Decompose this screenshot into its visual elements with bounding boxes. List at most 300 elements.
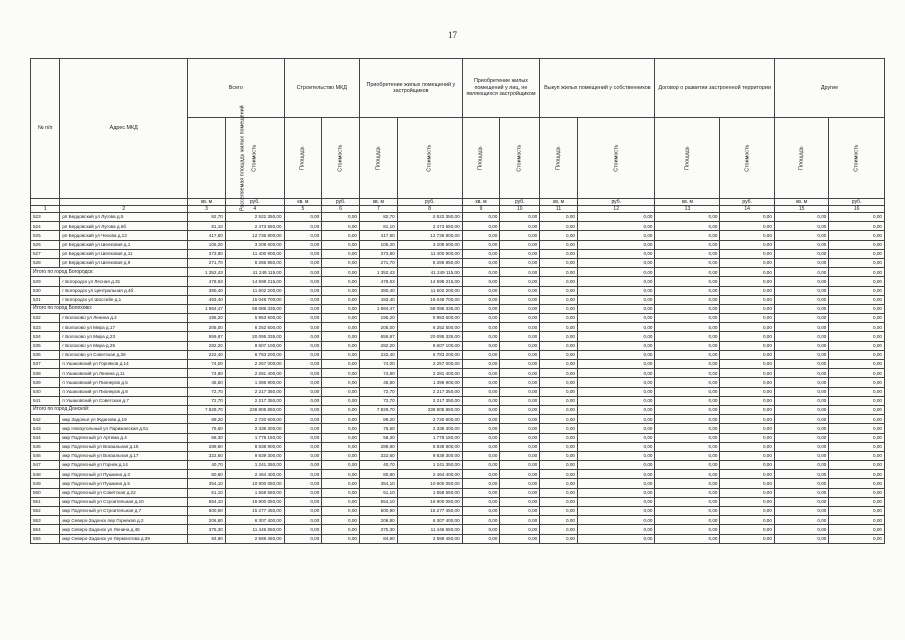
cell-zero-col-12: 0,00 xyxy=(577,378,655,387)
cell-zero-col-12: 0,00 xyxy=(577,360,655,369)
cell-developer-area: 289,80 xyxy=(360,442,398,451)
cell-zero-col-11: 0,00 xyxy=(540,470,578,479)
cell-zero-col-9: 0,00 xyxy=(462,295,500,304)
subheader-area xyxy=(360,118,398,199)
cell-zero-col-10: 0,00 xyxy=(500,451,540,460)
row-number: 545 xyxy=(31,442,60,451)
table-row xyxy=(31,341,885,350)
cell-zero-col-10: 0,00 xyxy=(500,525,540,534)
cell-zero-col-16: 0,00 xyxy=(829,415,885,424)
cell-zero-col-10: 0,00 xyxy=(500,286,540,295)
cell-construction-cost: 0,00 xyxy=(322,360,360,369)
cell-zero-col-14: 0,00 xyxy=(720,268,774,277)
cell-zero-col-16: 0,00 xyxy=(829,314,885,323)
cell-construction-area: 0,00 xyxy=(284,525,322,534)
cell-zero-col-14: 0,00 xyxy=(720,497,774,506)
row-address: г Болохово ул Мира д.17 xyxy=(60,323,188,332)
table-row xyxy=(31,277,885,286)
cell-zero-col-13: 0,00 xyxy=(655,415,720,424)
cell-construction-cost: 0,00 xyxy=(322,350,360,359)
cell-construction-area: 0,00 xyxy=(284,286,322,295)
cell-zero-col-13: 0,00 xyxy=(655,222,720,231)
row-address: мкр Подлесный ул Вокзальная д.17 xyxy=(60,451,188,460)
cell-zero-col-12: 0,00 xyxy=(577,314,655,323)
cell-zero-col-13: 0,00 xyxy=(655,295,720,304)
cell-zero-col-13: 0,00 xyxy=(655,396,720,405)
cell-total-cost: 11 602 200,00 xyxy=(225,286,284,295)
row-number: 529 xyxy=(31,277,60,286)
cell-zero-col-13: 0,00 xyxy=(655,369,720,378)
cell-zero-col-11: 0,00 xyxy=(540,516,578,525)
table-row xyxy=(31,378,885,387)
cell-zero-col-9: 0,00 xyxy=(462,451,500,460)
table-row xyxy=(31,332,885,341)
column-number: 10 xyxy=(500,206,540,213)
cell-zero-col-16: 0,00 xyxy=(829,516,885,525)
cell-zero-col-9: 0,00 xyxy=(462,341,500,350)
cell-total-area: 493,40 xyxy=(188,295,226,304)
header-group-development: Договор о развитии застроенной территории xyxy=(655,59,774,118)
table-row xyxy=(31,286,885,295)
cell-zero-col-11: 0,00 xyxy=(540,461,578,470)
cell-total-area: 206,80 xyxy=(188,516,226,525)
cell-zero-col-15: 0,00 xyxy=(774,360,828,369)
row-number: 535 xyxy=(31,341,60,350)
row-address: мкр Подлесный ул Пушкина д.3 xyxy=(60,470,188,479)
cell-zero-col-12: 0,00 xyxy=(577,369,655,378)
page-number: 17 xyxy=(448,30,457,40)
row-number: 551 xyxy=(31,497,60,506)
cell-zero-col-15: 0,00 xyxy=(774,497,828,506)
cell-zero-col-10: 0,00 xyxy=(500,231,540,240)
cell-zero-col-12: 0,00 xyxy=(577,304,655,313)
cell-zero-col-9: 0,00 xyxy=(462,516,500,525)
subheader-cost xyxy=(577,118,655,199)
row-address: г Болохово ул Советская д.36 xyxy=(60,350,188,359)
table-row xyxy=(31,516,885,525)
cell-construction-area: 0,00 xyxy=(284,405,322,414)
cell-zero-col-12: 0,00 xyxy=(577,461,655,470)
row-address: мкр Северо-Задонск ул Лермонтова д.39 xyxy=(60,534,188,543)
table-row xyxy=(31,461,885,470)
cell-total-cost: 2 522 350,00 xyxy=(225,213,284,222)
table-row xyxy=(31,240,885,249)
cell-zero-col-16: 0,00 xyxy=(829,323,885,332)
cell-zero-col-14: 0,00 xyxy=(720,258,774,267)
cell-zero-col-9: 0,00 xyxy=(462,258,500,267)
cell-total-cost: 5 953 600,00 xyxy=(225,314,284,323)
cell-developer-cost: 11 400 900,00 xyxy=(397,249,462,258)
cell-construction-area: 0,00 xyxy=(284,534,322,543)
cell-zero-col-11: 0,00 xyxy=(540,350,578,359)
cell-developer-area: 89,20 xyxy=(360,415,398,424)
cell-zero-col-12: 0,00 xyxy=(577,488,655,497)
cell-zero-col-12: 0,00 xyxy=(577,415,655,424)
column-number: 11 xyxy=(540,206,578,213)
cell-developer-area: 380,40 xyxy=(360,286,398,295)
subheader-cost-label: Стоимость xyxy=(426,144,433,172)
cell-zero-col-16: 0,00 xyxy=(829,451,885,460)
cell-developer-area: 7 829,70 xyxy=(360,405,398,414)
row-number: 523 xyxy=(31,213,60,222)
column-number: 7 xyxy=(360,206,398,213)
cell-zero-col-10: 0,00 xyxy=(500,350,540,359)
cell-zero-col-13: 0,00 xyxy=(655,378,720,387)
cell-zero-col-15: 0,00 xyxy=(774,415,828,424)
cell-zero-col-16: 0,00 xyxy=(829,470,885,479)
cell-zero-col-14: 0,00 xyxy=(720,213,774,222)
cell-zero-col-13: 0,00 xyxy=(655,405,720,414)
row-address: п Ушаковский ул Пионеров д.8 xyxy=(60,387,188,396)
cell-zero-col-11: 0,00 xyxy=(540,442,578,451)
subheader-cost-label: Стоимость xyxy=(251,144,258,172)
subheader-area xyxy=(284,118,322,199)
cell-construction-area: 0,00 xyxy=(284,231,322,240)
cell-developer-area: 554,10 xyxy=(360,497,398,506)
cell-zero-col-13: 0,00 xyxy=(655,451,720,460)
cell-zero-col-15: 0,00 xyxy=(774,387,828,396)
cell-zero-col-10: 0,00 xyxy=(500,405,540,414)
cell-zero-col-14: 0,00 xyxy=(720,415,774,424)
column-number: 3 xyxy=(188,206,226,213)
cell-developer-cost: 8 286 850,00 xyxy=(397,258,462,267)
row-number: 531 xyxy=(31,295,60,304)
cell-developer-cost: 2 257 000,00 xyxy=(397,360,462,369)
cell-zero-col-11: 0,00 xyxy=(540,378,578,387)
cell-zero-col-10: 0,00 xyxy=(500,304,540,313)
cell-developer-area: 417,60 xyxy=(360,231,398,240)
cell-zero-col-11: 0,00 xyxy=(540,332,578,341)
cell-zero-col-11: 0,00 xyxy=(540,525,578,534)
cell-developer-cost: 2 720 600,00 xyxy=(397,415,462,424)
subtotal-label: Итого по город Богородск: xyxy=(31,268,188,277)
cell-zero-col-12: 0,00 xyxy=(577,323,655,332)
cell-zero-col-9: 0,00 xyxy=(462,378,500,387)
cell-developer-area: 1 352,43 xyxy=(360,268,398,277)
cell-construction-area: 0,00 xyxy=(284,341,322,350)
row-address: мкр Подлесный ул Пушкина д.5 xyxy=(60,479,188,488)
cell-zero-col-11: 0,00 xyxy=(540,433,578,442)
cell-construction-area: 0,00 xyxy=(284,451,322,460)
cell-zero-col-15: 0,00 xyxy=(774,323,828,332)
cell-developer-cost: 2 281 400,00 xyxy=(397,369,462,378)
cell-total-cost: 10 800 050,00 xyxy=(225,479,284,488)
cell-zero-col-16: 0,00 xyxy=(829,442,885,451)
cell-total-cost: 8 607 100,00 xyxy=(225,341,284,350)
cell-construction-area: 0,00 xyxy=(284,516,322,525)
cell-zero-col-12: 0,00 xyxy=(577,332,655,341)
cell-zero-col-16: 0,00 xyxy=(829,222,885,231)
row-address: рп Бердовский ул Чехова д.13 xyxy=(60,231,188,240)
cell-zero-col-14: 0,00 xyxy=(720,222,774,231)
cell-zero-col-14: 0,00 xyxy=(720,442,774,451)
subtotal-row xyxy=(31,304,885,313)
cell-zero-col-10: 0,00 xyxy=(500,341,540,350)
cell-total-area: 282,20 xyxy=(188,341,226,350)
cell-zero-col-15: 0,00 xyxy=(774,461,828,470)
cell-construction-cost: 0,00 xyxy=(322,314,360,323)
cell-total-area: 74,80 xyxy=(188,369,226,378)
row-number: 544 xyxy=(31,433,60,442)
subheader-area-label: Площадь xyxy=(375,146,382,170)
cell-zero-col-9: 0,00 xyxy=(462,507,500,516)
cell-zero-col-14: 0,00 xyxy=(720,424,774,433)
unit-cost: руб. xyxy=(397,199,462,206)
cell-zero-col-9: 0,00 xyxy=(462,369,500,378)
cell-total-area: 375,30 xyxy=(188,525,226,534)
unit-cost: руб. xyxy=(577,199,655,206)
cell-total-cost: 3 208 600,00 xyxy=(225,240,284,249)
cell-construction-area: 0,00 xyxy=(284,249,322,258)
cell-total-cost: 6 307 400,00 xyxy=(225,516,284,525)
cell-zero-col-15: 0,00 xyxy=(774,488,828,497)
row-number: 534 xyxy=(31,332,60,341)
cell-zero-col-16: 0,00 xyxy=(829,304,885,313)
row-address: г Богородск ул Лесная д.31 xyxy=(60,277,188,286)
row-address: мкр Подлесный ул Советская д.22 xyxy=(60,488,188,497)
cell-zero-col-13: 0,00 xyxy=(655,442,720,451)
cell-construction-cost: 0,00 xyxy=(322,277,360,286)
cell-developer-cost: 2 217 350,00 xyxy=(397,387,462,396)
cell-total-cost: 16 900 050,00 xyxy=(225,497,284,506)
column-number: 16 xyxy=(829,206,885,213)
cell-construction-area: 0,00 xyxy=(284,415,322,424)
cell-zero-col-11: 0,00 xyxy=(540,415,578,424)
row-number: 542 xyxy=(31,415,60,424)
cell-construction-cost: 0,00 xyxy=(322,525,360,534)
cell-total-cost: 41 249 115,00 xyxy=(225,268,284,277)
cell-construction-cost: 0,00 xyxy=(322,479,360,488)
row-number: 538 xyxy=(31,369,60,378)
cell-zero-col-16: 0,00 xyxy=(829,350,885,359)
cell-construction-cost: 0,00 xyxy=(322,387,360,396)
row-address: г Богородск ул Шоссейн д.1 xyxy=(60,295,188,304)
cell-zero-col-9: 0,00 xyxy=(462,433,500,442)
cell-zero-col-13: 0,00 xyxy=(655,479,720,488)
table-row xyxy=(31,231,885,240)
cell-zero-col-15: 0,00 xyxy=(774,332,828,341)
cell-construction-area: 0,00 xyxy=(284,350,322,359)
cell-developer-cost: 8 607 100,00 xyxy=(397,341,462,350)
cell-total-area: 1 352,43 xyxy=(188,268,226,277)
cell-zero-col-9: 0,00 xyxy=(462,304,500,313)
cell-zero-col-14: 0,00 xyxy=(720,295,774,304)
cell-zero-col-15: 0,00 xyxy=(774,424,828,433)
row-address: рп Бердовский ул Лугова д.5 xyxy=(60,213,188,222)
table-row xyxy=(31,295,885,304)
row-number: 525 xyxy=(31,231,60,240)
unit-area: кв. м xyxy=(284,199,322,206)
cell-total-area: 289,80 xyxy=(188,442,226,451)
subheader-area-label: Площадь xyxy=(684,146,691,170)
cell-zero-col-16: 0,00 xyxy=(829,405,885,414)
cell-developer-cost: 2 217 350,00 xyxy=(397,396,462,405)
cell-zero-col-10: 0,00 xyxy=(500,424,540,433)
cell-construction-cost: 0,00 xyxy=(322,258,360,267)
column-number: 2 xyxy=(60,206,188,213)
cell-total-area: 84,90 xyxy=(188,534,226,543)
unit-cost: руб. xyxy=(225,199,284,206)
cell-total-cost: 15 048 700,00 xyxy=(225,295,284,304)
subheader-area xyxy=(655,118,720,199)
cell-zero-col-9: 0,00 xyxy=(462,424,500,433)
unit-cost: руб. xyxy=(322,199,360,206)
cell-zero-col-9: 0,00 xyxy=(462,277,500,286)
cell-construction-cost: 0,00 xyxy=(322,332,360,341)
cell-zero-col-13: 0,00 xyxy=(655,497,720,506)
cell-developer-cost: 1 558 550,00 xyxy=(397,488,462,497)
cell-developer-area: 222,40 xyxy=(360,350,398,359)
cell-total-cost: 9 839 300,00 xyxy=(225,451,284,460)
cell-zero-col-14: 0,00 xyxy=(720,470,774,479)
cell-zero-col-10: 0,00 xyxy=(500,479,540,488)
row-address: п Ушаковский ул Ленина д.11 xyxy=(60,369,188,378)
cell-construction-area: 0,00 xyxy=(284,424,322,433)
cell-construction-area: 0,00 xyxy=(284,268,322,277)
cell-zero-col-12: 0,00 xyxy=(577,470,655,479)
cell-construction-cost: 0,00 xyxy=(322,378,360,387)
cell-zero-col-9: 0,00 xyxy=(462,396,500,405)
row-address: рп Бердовский ул Шелковая д.1 xyxy=(60,240,188,249)
subheader-cost-label: Стоимость xyxy=(613,144,619,172)
cell-total-area: 74,00 xyxy=(188,360,226,369)
cell-zero-col-11: 0,00 xyxy=(540,277,578,286)
cell-total-area: 195,20 xyxy=(188,314,226,323)
cell-total-cost: 58 086 335,00 xyxy=(225,304,284,313)
unit-area: кв. м xyxy=(188,199,226,206)
cell-developer-area: 72,70 xyxy=(360,387,398,396)
cell-zero-col-10: 0,00 xyxy=(500,378,540,387)
cell-zero-col-9: 0,00 xyxy=(462,497,500,506)
cell-total-area: 45,80 xyxy=(188,378,226,387)
cell-zero-col-9: 0,00 xyxy=(462,534,500,543)
cell-zero-col-14: 0,00 xyxy=(720,240,774,249)
row-address: рп Бердовский ул Шелковая д.9 xyxy=(60,258,188,267)
row-number: 540 xyxy=(31,387,60,396)
cell-zero-col-15: 0,00 xyxy=(774,396,828,405)
cell-zero-col-10: 0,00 xyxy=(500,268,540,277)
cell-zero-col-16: 0,00 xyxy=(829,433,885,442)
table-row xyxy=(31,213,885,222)
cell-zero-col-15: 0,00 xyxy=(774,479,828,488)
cell-zero-col-12: 0,00 xyxy=(577,222,655,231)
cell-zero-col-14: 0,00 xyxy=(720,286,774,295)
cell-construction-cost: 0,00 xyxy=(322,341,360,350)
table-row xyxy=(31,415,885,424)
cell-zero-col-16: 0,00 xyxy=(829,249,885,258)
cell-developer-area: 105,20 xyxy=(360,240,398,249)
cell-zero-col-12: 0,00 xyxy=(577,213,655,222)
cell-developer-area: 72,70 xyxy=(360,396,398,405)
column-number: 5 xyxy=(284,206,322,213)
cell-developer-cost: 6 783 200,00 xyxy=(397,350,462,359)
cell-total-cost: 11 446 650,00 xyxy=(225,525,284,534)
table-row xyxy=(31,396,885,405)
subtotal-label: Итого по город Болохово: xyxy=(31,304,188,313)
cell-developer-cost: 6 252 500,00 xyxy=(397,323,462,332)
cell-zero-col-15: 0,00 xyxy=(774,286,828,295)
cell-zero-col-10: 0,00 xyxy=(500,497,540,506)
cell-zero-col-10: 0,00 xyxy=(500,222,540,231)
cell-construction-cost: 0,00 xyxy=(322,231,360,240)
cell-developer-area: 74,00 xyxy=(360,360,398,369)
cell-total-area: 322,60 xyxy=(188,451,226,460)
cell-developer-cost: 15 277 450,00 xyxy=(397,507,462,516)
cell-zero-col-16: 0,00 xyxy=(829,213,885,222)
cell-zero-col-12: 0,00 xyxy=(577,231,655,240)
cell-construction-cost: 0,00 xyxy=(322,433,360,442)
cell-zero-col-9: 0,00 xyxy=(462,332,500,341)
cell-zero-col-14: 0,00 xyxy=(720,488,774,497)
subheader-cost xyxy=(500,118,540,199)
cell-zero-col-14: 0,00 xyxy=(720,396,774,405)
cell-construction-area: 0,00 xyxy=(284,433,322,442)
cell-total-area: 58,30 xyxy=(188,433,226,442)
cell-developer-area: 76,60 xyxy=(360,424,398,433)
cell-zero-col-13: 0,00 xyxy=(655,341,720,350)
cell-zero-col-12: 0,00 xyxy=(577,516,655,525)
cell-zero-col-16: 0,00 xyxy=(829,479,885,488)
table-row xyxy=(31,433,885,442)
row-number: 549 xyxy=(31,479,60,488)
cell-developer-cost: 8 838 900,00 xyxy=(397,442,462,451)
cell-developer-cost: 41 249 115,00 xyxy=(397,268,462,277)
cell-construction-cost: 0,00 xyxy=(322,222,360,231)
cell-zero-col-9: 0,00 xyxy=(462,405,500,414)
cell-zero-col-13: 0,00 xyxy=(655,433,720,442)
cell-developer-cost: 11 602 200,00 xyxy=(397,286,462,295)
cell-construction-cost: 0,00 xyxy=(322,516,360,525)
cell-zero-col-10: 0,00 xyxy=(500,332,540,341)
cell-zero-col-13: 0,00 xyxy=(655,488,720,497)
row-number: 541 xyxy=(31,396,60,405)
cell-total-area: 51,10 xyxy=(188,488,226,497)
cell-zero-col-13: 0,00 xyxy=(655,360,720,369)
cell-zero-col-12: 0,00 xyxy=(577,249,655,258)
cell-zero-col-10: 0,00 xyxy=(500,516,540,525)
cell-zero-col-15: 0,00 xyxy=(774,516,828,525)
cell-developer-cost: 10 800 050,00 xyxy=(397,479,462,488)
cell-developer-area: 206,80 xyxy=(360,516,398,525)
table-row xyxy=(31,507,885,516)
header-no: № п/п xyxy=(31,59,60,199)
row-number: 553 xyxy=(31,516,60,525)
cell-zero-col-9: 0,00 xyxy=(462,488,500,497)
cell-construction-cost: 0,00 xyxy=(322,415,360,424)
unit-cost: руб. xyxy=(720,199,774,206)
row-number: 548 xyxy=(31,470,60,479)
column-number: 13 xyxy=(655,206,720,213)
cell-zero-col-12: 0,00 xyxy=(577,396,655,405)
cell-zero-col-13: 0,00 xyxy=(655,314,720,323)
cell-total-area: 89,20 xyxy=(188,415,226,424)
cell-zero-col-9: 0,00 xyxy=(462,249,500,258)
cell-zero-col-16: 0,00 xyxy=(829,507,885,516)
cell-zero-col-11: 0,00 xyxy=(540,314,578,323)
table-row xyxy=(31,314,885,323)
cell-developer-area: 373,80 xyxy=(360,249,398,258)
cell-developer-area: 271,70 xyxy=(360,258,398,267)
cell-zero-col-15: 0,00 xyxy=(774,268,828,277)
cell-zero-col-15: 0,00 xyxy=(774,240,828,249)
cell-construction-cost: 0,00 xyxy=(322,534,360,543)
cell-zero-col-14: 0,00 xyxy=(720,461,774,470)
cell-construction-area: 0,00 xyxy=(284,479,322,488)
row-address: г Болохово ул Мира д.25 xyxy=(60,341,188,350)
cell-construction-area: 0,00 xyxy=(284,222,322,231)
cell-developer-cost: 58 086 335,00 xyxy=(397,304,462,313)
row-address: г Богородск ул Центральная д.4б xyxy=(60,286,188,295)
